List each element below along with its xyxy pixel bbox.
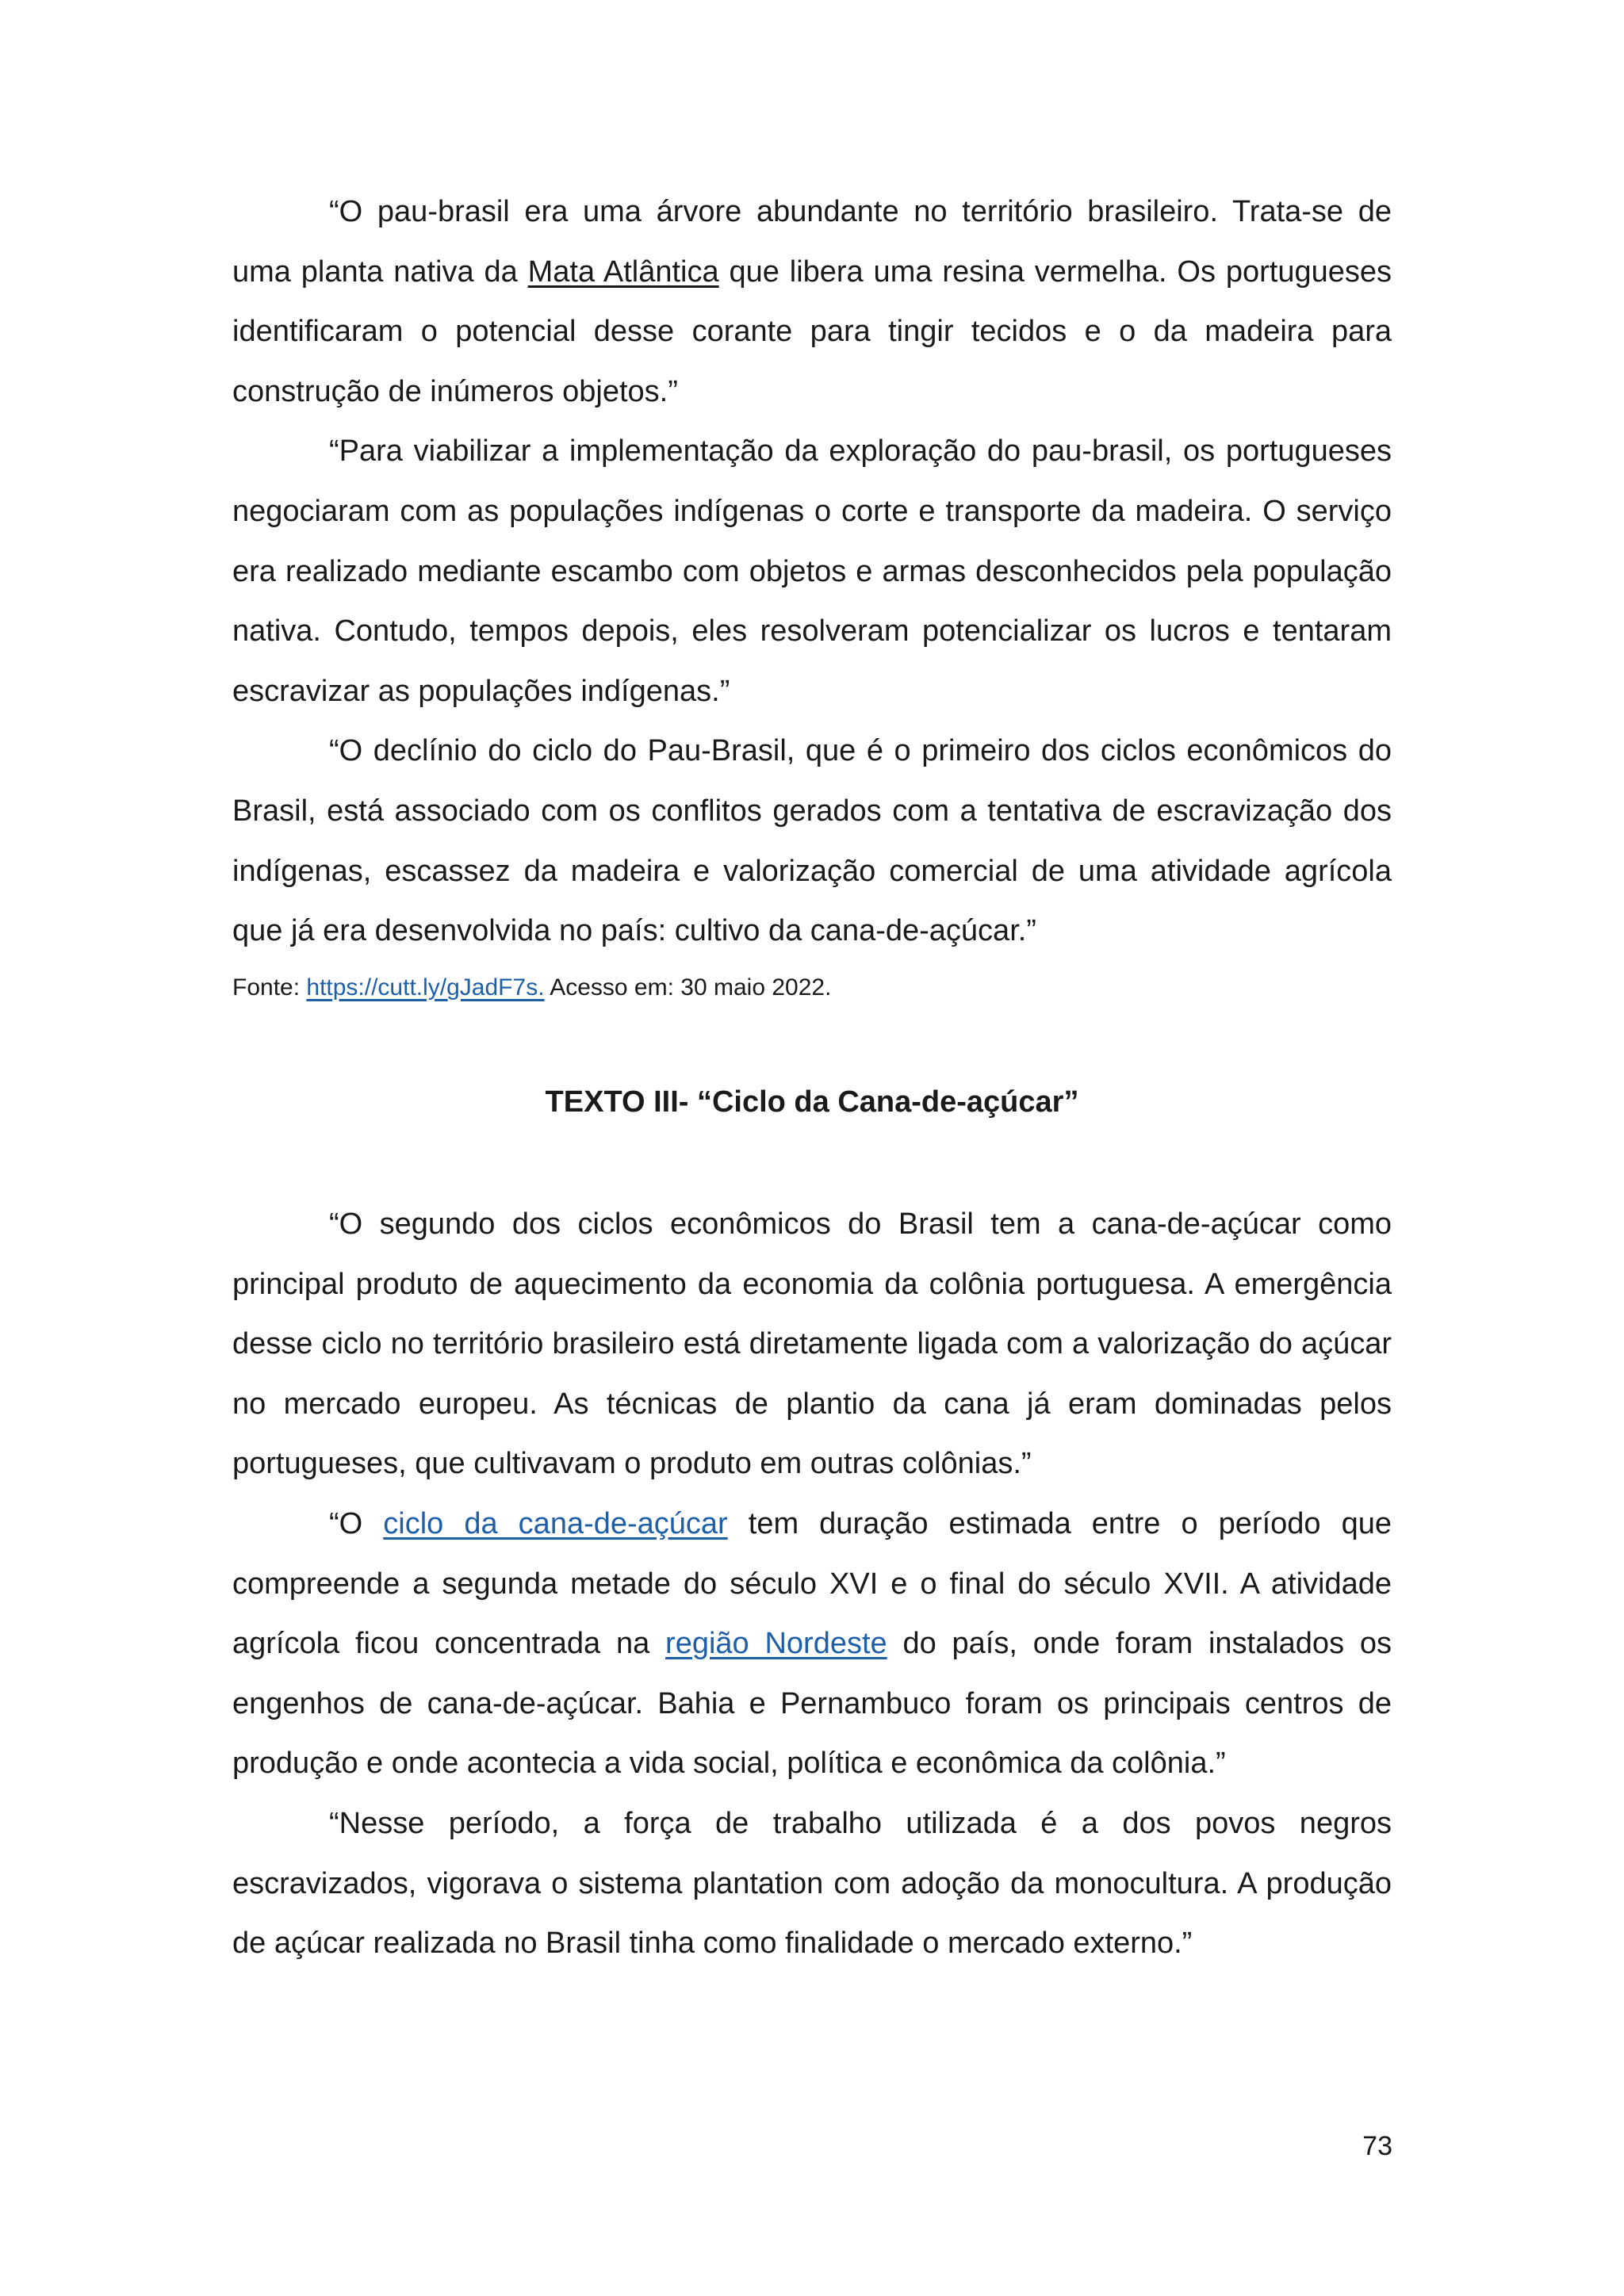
- paragraph-exploration: “Para viabilizar a implementação da exploração do pau-brasil, os portugueses negociaram com as populações indígenas o corte e transporte da madeira. O serviço era realizado mediante escambo com objetos e armas desconhecidos pela população nativa. Contudo, tempos depois, eles resolveram potencializar os lucros e tentaram escravizar as populações indígenas.”: [232, 434, 1392, 708]
- paragraph-cycle-duration: [232, 1494, 1392, 1794]
- link-regiao-nordeste[interactable]: região Nordeste: [665, 1627, 887, 1661]
- paragraph-text: “O pau-brasil era uma árvore abundante no território brasileiro. Trata-se de uma planta nativa da: [232, 195, 1392, 289]
- paragraph-labor-force: “Nesse período, a força de trabalho utilizada é a dos povos negros escravizados, vigorava o sistema plantation com adoção da monocultura. A produção de açúcar realizada no Brasil tinha como finalidade o mercado externo.”: [232, 1806, 1392, 1961]
- paragraph-second-cycle: “O segundo dos ciclos econômicos do Brasil tem a cana-de-açúcar como principal produto de aquecimento da economia da colônia portuguesa. A emergência desse ciclo no território brasileiro está diretamente ligada com a valorização do açúcar no mercado europeu. As técnicas de plantio da cana já eram dominadas pelos portugueses, que cultivavam o produto em outras colônias.”: [232, 1207, 1392, 1481]
- source-access-date: Acesso em: 30 maio 2022.: [544, 974, 832, 1001]
- paragraph-text: “O: [329, 1506, 384, 1540]
- paragraph-text: tem duração estimada entre o período que compreende a segunda metade do século XVI e o final do século XVII. A atividade agrícola ficou concentrada na: [232, 1506, 1392, 1661]
- text-cana-de-acucar: [232, 1195, 1392, 1974]
- source-label: Fonte:: [232, 974, 307, 1001]
- source-link[interactable]: https://cutt.ly/gJadF7s.: [306, 974, 545, 1001]
- link-ciclo-cana[interactable]: ciclo da cana-de-açúcar: [383, 1506, 728, 1540]
- paragraph-text: que libera uma resina vermelha. Os portugueses identificaram o potencial desse corante para tingir tecidos e o da madeira para construção de inúmeros objetos.”: [232, 254, 1392, 408]
- page-number: 73: [1362, 2131, 1392, 2161]
- mata-atlantica-term: Mata Atlântica: [527, 254, 719, 289]
- text-pau-brasil: [232, 182, 1392, 962]
- section-heading-texto-iii: TEXTO III- “Ciclo da Cana-de-açúcar”: [545, 1085, 1079, 1119]
- paragraph-decline: “O declínio do ciclo do Pau-Brasil, que é o primeiro dos ciclos econômicos do Brasil, está associado com os conflitos gerados com a tentativa de escravização dos indígenas, escassez da madeira e valorização comercial de uma atividade agrícola que já era desenvolvida no país: cultivo da cana-de-açúcar.”: [232, 734, 1392, 948]
- paragraph-pau-brasil-description: [232, 182, 1392, 422]
- paragraph-text: do país, onde foram instalados os engenhos de cana-de-açúcar. Bahia e Pernambuco foram os principais centros de produção e onde acontecia a vida social, política e econômica da colônia.”: [232, 1627, 1392, 1781]
- source-citation: [232, 972, 831, 1004]
